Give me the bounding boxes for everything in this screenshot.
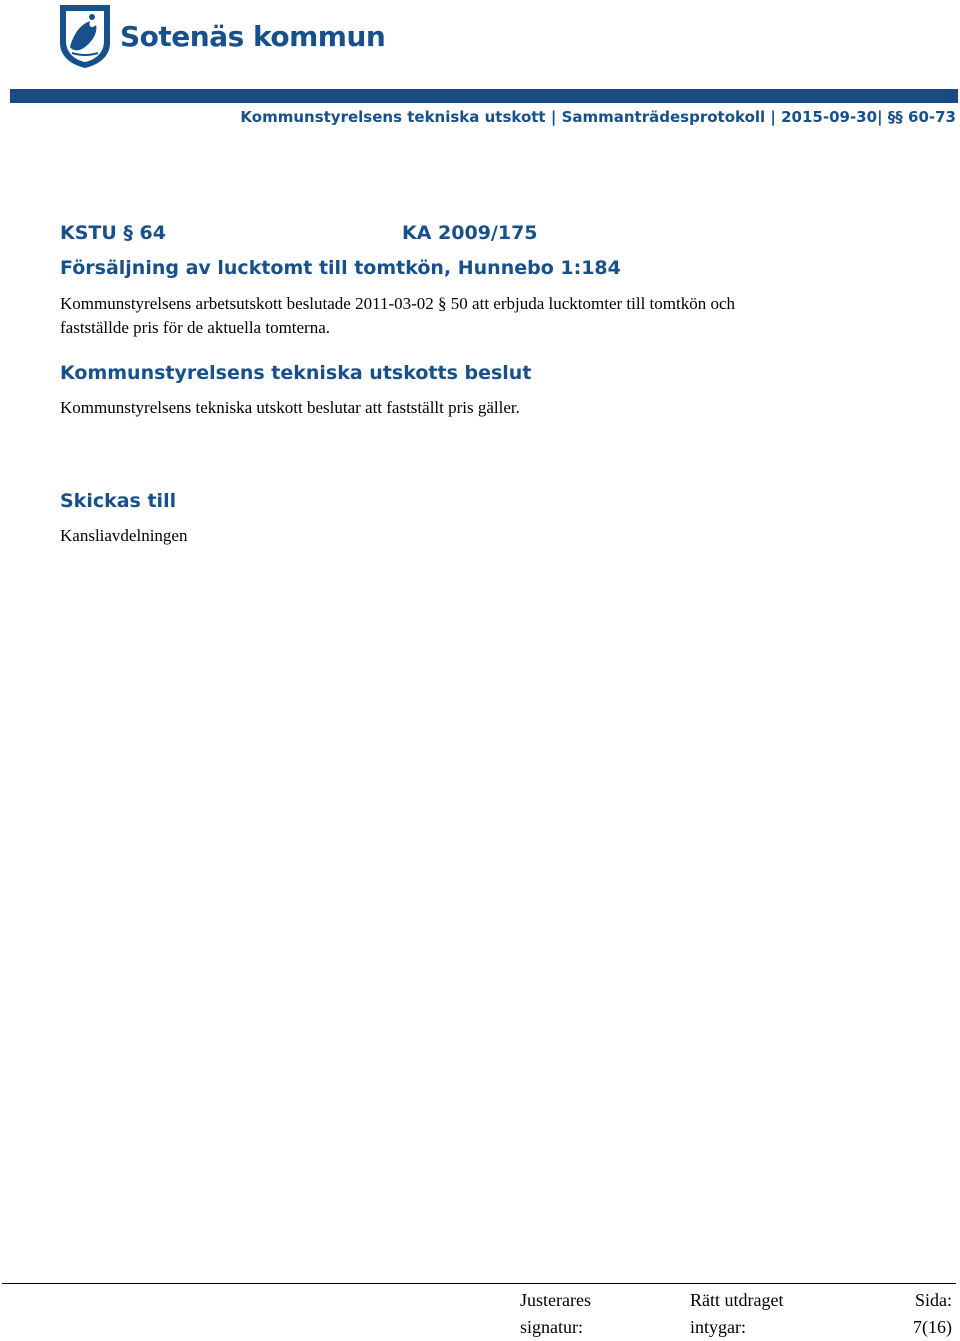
protocol-header <box>240 108 956 126</box>
footer-justerares-line-2: signatur: <box>520 1317 583 1337</box>
footer-page <box>900 1287 952 1341</box>
header-separator: | <box>550 108 557 126</box>
section-sign-icon: § <box>438 294 447 313</box>
footer-justerares <box>520 1287 591 1341</box>
case-number: KA 2009/175 <box>402 222 538 244</box>
paragraph-label: KSTU <box>60 222 117 244</box>
footer-ratt-line-1: Rätt utdraget <box>690 1290 784 1310</box>
header-paragraph-range: 60-73 <box>908 108 956 126</box>
footer-page-number: 7(16) <box>913 1317 952 1337</box>
case-title: Försäljning av lucktomt till tomtkön, Hunnebo 1:184 <box>60 257 621 279</box>
header-doc-type: Sammanträdesprotokoll <box>561 108 766 126</box>
header-separator: | <box>770 108 776 126</box>
background-line-2: fastställde pris för de aktuella tomterna. <box>60 318 331 337</box>
footer-justerares-line-1: Justerares <box>520 1290 591 1310</box>
footer-ratt-line-2: intygar: <box>690 1317 746 1337</box>
municipal-crest-icon <box>58 3 112 69</box>
paragraph-number: 64 <box>139 222 166 244</box>
paragraph-id <box>60 222 166 244</box>
decision-heading: Kommunstyrelsens tekniska utskotts beslut <box>60 362 532 384</box>
section-sign-icon: § <box>123 222 133 244</box>
background-line-1: Kommunstyrelsens arbetsutskott beslutade 2011-03-02 <box>60 294 434 313</box>
header-band <box>10 89 958 103</box>
send-to-recipient: Kansliavdelningen <box>60 526 188 545</box>
municipality-name: Sotenäs kommun <box>120 19 386 53</box>
header-date: 2015-09-30 <box>781 108 878 126</box>
header-org: Kommunstyrelsens tekniska utskott <box>240 108 546 126</box>
municipality-logo <box>58 3 385 69</box>
section-sign-icon: § <box>895 108 903 126</box>
footer-divider <box>2 1283 956 1284</box>
section-sign-icon: § <box>887 108 896 126</box>
decision-text: Kommunstyrelsens tekniska utskott beslutar att fastställt pris gäller. <box>60 398 520 417</box>
header-separator: | <box>877 108 883 126</box>
footer-page-label: Sida: <box>914 1290 952 1310</box>
background-line-1-end: att erbjuda lucktomter till tomtkön och <box>472 294 736 313</box>
background-text <box>60 292 735 340</box>
background-ref: 50 <box>450 294 468 313</box>
send-to-heading: Skickas till <box>60 490 177 512</box>
footer-ratt-utdraget <box>690 1287 783 1341</box>
